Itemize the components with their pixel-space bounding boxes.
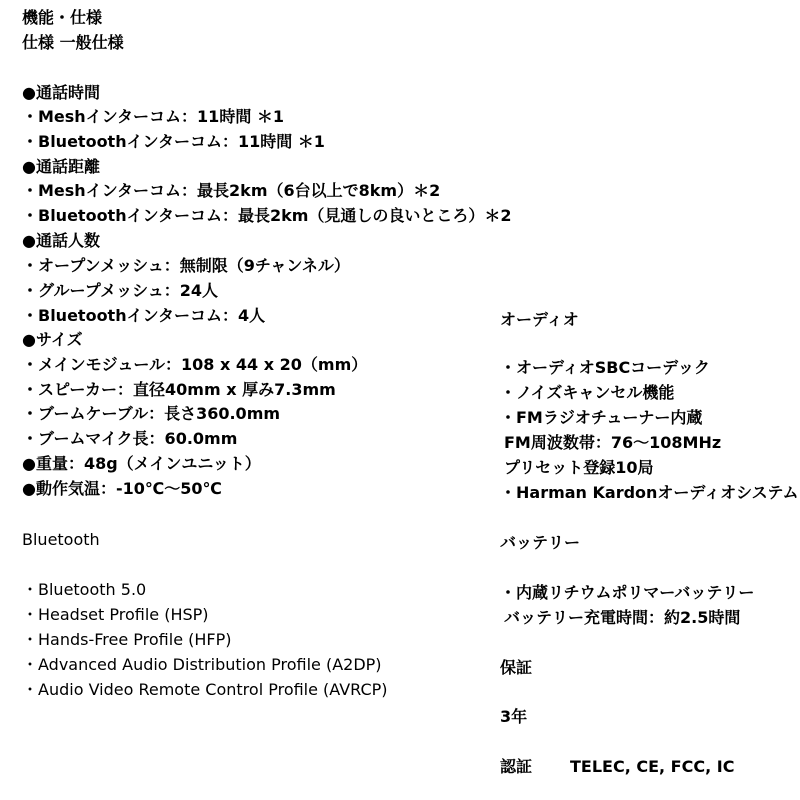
list-item: ・Audio Video Remote Control Profile (AVRCP) — [22, 680, 388, 699]
section-heading-talk-range: ●通話距離 — [22, 157, 100, 176]
list-item: ・Meshインターコム：最長2km（6台以上で8km）＊2 — [22, 181, 441, 200]
list-item: ・オープンメッシュ：無制限（9チャンネル） — [22, 256, 350, 275]
list-item: FM周波数帯：76～108MHz — [504, 433, 722, 452]
list-item: ・グループメッシュ：24人 — [22, 281, 219, 300]
list-item: バッテリー充電時間：約2.5時間 — [504, 608, 741, 627]
list-item: ・Bluetoothインターコム：4人 — [22, 306, 266, 325]
list-item: ・内蔵リチウムポリマーバッテリー — [500, 583, 755, 602]
list-item: ・Harman Kardonオーディオシステム — [500, 483, 799, 502]
list-item: ・ブームケーブル：長さ360.0mm — [22, 404, 281, 423]
section-heading-bluetooth: Bluetooth — [22, 530, 100, 549]
list-item: ・Advanced Audio Distribution Profile (A2DP) — [22, 655, 382, 674]
section-heading-audio: オーディオ — [500, 310, 579, 329]
list-item: ・Headset Profile (HSP) — [22, 605, 209, 624]
list-item: ・メインモジュール：108 x 44 x 20（mm） — [22, 355, 368, 374]
list-item: ・Bluetooth 5.0 — [22, 580, 147, 599]
page-title: 機能・仕様 — [22, 8, 103, 27]
list-item: ・Hands-Free Profile (HFP) — [22, 630, 232, 649]
page-subtitle: 仕様 一般仕様 — [22, 33, 124, 52]
certification-label: 認証 — [500, 757, 533, 776]
list-item: ・Bluetoothインターコム：11時間 ＊1 — [22, 132, 325, 151]
section-heading-battery: バッテリー — [500, 533, 581, 552]
section-heading-warranty: 保証 — [500, 658, 533, 677]
list-item: ・FMラジオチューナー内蔵 — [500, 408, 703, 427]
section-heading-talk-time: ●通話時間 — [22, 83, 100, 102]
weight-line: ●重量：48g（メインユニット） — [22, 454, 261, 473]
warranty-value: 3年 — [500, 707, 528, 726]
certification-value: TELEC, CE, FCC, IC — [570, 757, 735, 776]
section-heading-talk-people: ●通話人数 — [22, 231, 100, 250]
temperature-line: ●動作気温：-10℃～50℃ — [22, 479, 222, 498]
list-item: ・スピーカー：直径40mm x 厚み7.3mm — [22, 380, 336, 399]
list-item: プリセット登録10局 — [504, 458, 654, 477]
list-item: ・Meshインターコム：11時間 ＊1 — [22, 107, 285, 126]
list-item: ・Bluetoothインターコム：最長2km（見通しの良いところ）＊2 — [22, 206, 512, 225]
list-item: ・ノイズキャンセル機能 — [500, 383, 675, 402]
section-heading-size: ●サイズ — [22, 330, 83, 349]
list-item: ・ブームマイク長：60.0mm — [22, 429, 238, 448]
list-item: ・オーディオSBCコーデック — [500, 358, 710, 377]
